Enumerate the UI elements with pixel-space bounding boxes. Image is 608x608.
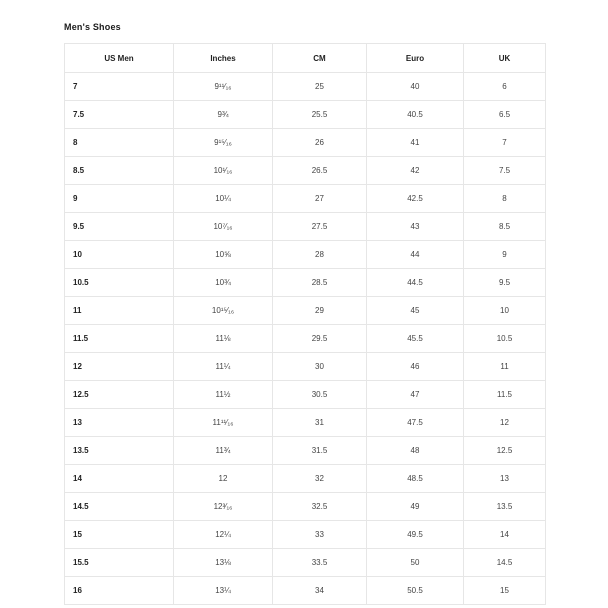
inches-cell: 9¹¹⁄₁₆ (174, 73, 273, 101)
us-men-cell: 13.5 (65, 437, 174, 465)
us-men-cell: 10.5 (65, 269, 174, 297)
inches-cell: 11¾ (174, 437, 273, 465)
cm-cell: 32 (273, 465, 367, 493)
us-men-cell: 10 (65, 241, 174, 269)
euro-cell: 42 (367, 157, 464, 185)
inches-cell: 10¹⁄₁₆ (174, 157, 273, 185)
uk-cell: 11.5 (464, 381, 546, 409)
euro-cell: 50.5 (367, 577, 464, 605)
uk-cell: 12 (464, 409, 546, 437)
us-men-cell: 14 (65, 465, 174, 493)
table-row (65, 437, 546, 465)
cm-cell: 28 (273, 241, 367, 269)
us-men-cell: 9 (65, 185, 174, 213)
cm-cell: 30 (273, 353, 367, 381)
cm-cell: 32.5 (273, 493, 367, 521)
uk-cell: 13.5 (464, 493, 546, 521)
size-chart-table (64, 43, 546, 605)
euro-cell: 46 (367, 353, 464, 381)
uk-cell: 12.5 (464, 437, 546, 465)
cm-cell: 29 (273, 297, 367, 325)
uk-cell: 11 (464, 353, 546, 381)
inches-cell: 12 (174, 465, 273, 493)
euro-cell: 41 (367, 129, 464, 157)
table-row (65, 353, 546, 381)
us-men-cell: 11 (65, 297, 174, 325)
table-row (65, 297, 546, 325)
us-men-cell: 15.5 (65, 549, 174, 577)
us-men-cell: 8.5 (65, 157, 174, 185)
table-row (65, 549, 546, 577)
inches-cell: 13¼ (174, 577, 273, 605)
table-row (65, 101, 546, 129)
cm-cell: 31 (273, 409, 367, 437)
table-row (65, 409, 546, 437)
column-header-us-men: US Men (65, 44, 174, 73)
us-men-cell: 12 (65, 353, 174, 381)
inches-cell: 12³⁄₁₆ (174, 493, 273, 521)
table-row (65, 241, 546, 269)
inches-cell: 11¼ (174, 353, 273, 381)
us-men-cell: 13 (65, 409, 174, 437)
table-row (65, 213, 546, 241)
cm-cell: 26.5 (273, 157, 367, 185)
euro-cell: 49 (367, 493, 464, 521)
cm-cell: 27.5 (273, 213, 367, 241)
cm-cell: 29.5 (273, 325, 367, 353)
cm-cell: 25 (273, 73, 367, 101)
us-men-cell: 15 (65, 521, 174, 549)
euro-cell: 43 (367, 213, 464, 241)
us-men-cell: 8 (65, 129, 174, 157)
euro-cell: 44 (367, 241, 464, 269)
euro-cell: 45.5 (367, 325, 464, 353)
euro-cell: 49.5 (367, 521, 464, 549)
cm-cell: 26 (273, 129, 367, 157)
uk-cell: 9.5 (464, 269, 546, 297)
uk-cell: 6.5 (464, 101, 546, 129)
table-body (65, 73, 546, 605)
euro-cell: 40.5 (367, 101, 464, 129)
inches-cell: 10⅝ (174, 241, 273, 269)
euro-cell: 44.5 (367, 269, 464, 297)
inches-cell: 10¾ (174, 269, 273, 297)
inches-cell: 12¼ (174, 521, 273, 549)
uk-cell: 7.5 (464, 157, 546, 185)
euro-cell: 48 (367, 437, 464, 465)
cm-cell: 33.5 (273, 549, 367, 577)
inches-cell: 9¹⁵⁄₁₆ (174, 129, 273, 157)
uk-cell: 14 (464, 521, 546, 549)
column-header-uk: UK (464, 44, 546, 73)
euro-cell: 40 (367, 73, 464, 101)
column-header-inches: Inches (174, 44, 273, 73)
uk-cell: 7 (464, 129, 546, 157)
uk-cell: 10 (464, 297, 546, 325)
cm-cell: 28.5 (273, 269, 367, 297)
page-title: Men's Shoes (64, 22, 121, 32)
inches-cell: 9¾ (174, 101, 273, 129)
inches-cell: 10¼ (174, 185, 273, 213)
table-row (65, 325, 546, 353)
uk-cell: 14.5 (464, 549, 546, 577)
table-row (65, 73, 546, 101)
table-row (65, 157, 546, 185)
cm-cell: 31.5 (273, 437, 367, 465)
uk-cell: 6 (464, 73, 546, 101)
us-men-cell: 14.5 (65, 493, 174, 521)
cm-cell: 33 (273, 521, 367, 549)
uk-cell: 8 (464, 185, 546, 213)
uk-cell: 13 (464, 465, 546, 493)
inches-cell: 11½ (174, 381, 273, 409)
euro-cell: 47.5 (367, 409, 464, 437)
inches-cell: 10¹⁵⁄₁₆ (174, 297, 273, 325)
cm-cell: 27 (273, 185, 367, 213)
inches-cell: 10⁷⁄₁₆ (174, 213, 273, 241)
column-header-euro: Euro (367, 44, 464, 73)
euro-cell: 42.5 (367, 185, 464, 213)
us-men-cell: 7.5 (65, 101, 174, 129)
us-men-cell: 11.5 (65, 325, 174, 353)
euro-cell: 45 (367, 297, 464, 325)
table-header-row (65, 44, 546, 73)
table-row (65, 577, 546, 605)
uk-cell: 8.5 (464, 213, 546, 241)
uk-cell: 15 (464, 577, 546, 605)
euro-cell: 47 (367, 381, 464, 409)
euro-cell: 48.5 (367, 465, 464, 493)
table-row (65, 381, 546, 409)
table-row (65, 129, 546, 157)
inches-cell: 11⅛ (174, 325, 273, 353)
table-row (65, 465, 546, 493)
euro-cell: 50 (367, 549, 464, 577)
table-row (65, 493, 546, 521)
us-men-cell: 7 (65, 73, 174, 101)
us-men-cell: 16 (65, 577, 174, 605)
us-men-cell: 9.5 (65, 213, 174, 241)
inches-cell: 13⅛ (174, 549, 273, 577)
cm-cell: 25.5 (273, 101, 367, 129)
cm-cell: 30.5 (273, 381, 367, 409)
cm-cell: 34 (273, 577, 367, 605)
table-row (65, 521, 546, 549)
us-men-cell: 12.5 (65, 381, 174, 409)
uk-cell: 10.5 (464, 325, 546, 353)
uk-cell: 9 (464, 241, 546, 269)
column-header-cm: CM (273, 44, 367, 73)
table-row (65, 269, 546, 297)
table-row (65, 185, 546, 213)
inches-cell: 11¹¹⁄₁₆ (174, 409, 273, 437)
